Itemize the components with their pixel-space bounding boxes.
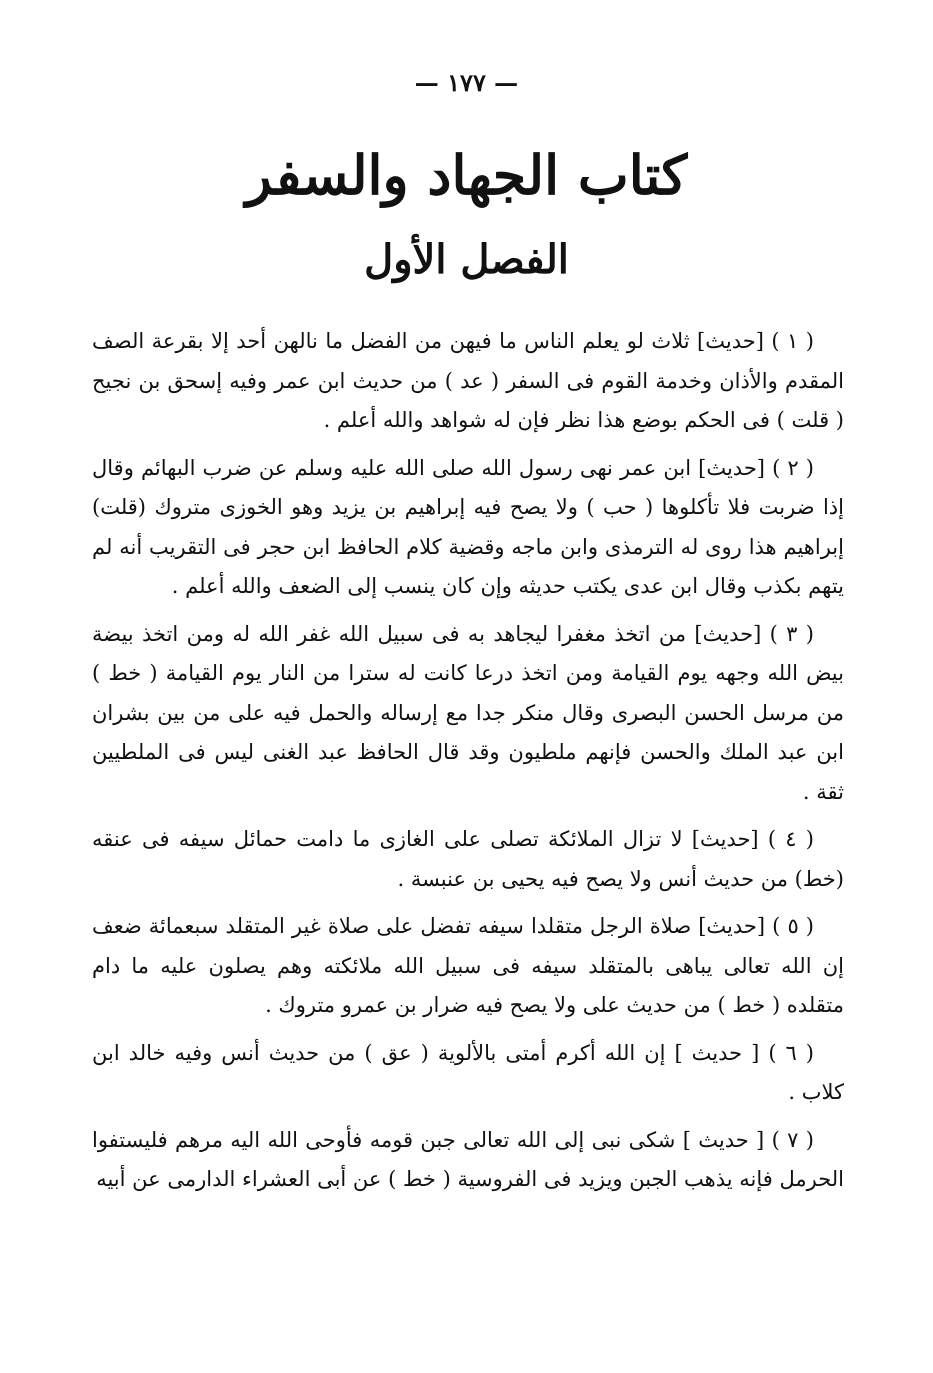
hadith-paragraph-3: ( ٣ ) [حديث] من اتخذ مغفرا ليجاهد به فى سبيل الله غفر الله له ومن اتخذ بيضة بيض الله وجهه يوم القيامة ومن اتخذ درعا كانت له سترا من النار يوم القيامة ( خط ) من مرسل الحسن البصرى وقال منكر جدا مع إرساله والحمل فيه على من بين بشران ابن عبد الملك والحسن فإنهم ملطيون وقد قال الحافظ عبد الغنى ليس فى الملطيين ثقة .: [92, 621, 844, 804]
hadith-paragraph-2: ( ٢ ) [حديث] ابن عمر نهى رسول الله صلى الله عليه وسلم عن ضرب البهائم وقال إذا ضربت فلا تأكلوها ( حب ) ولا يصح فيه إبراهيم بن يزيد وهو الخوزى متروك (قلت) إبراهيم هذا روى له الترمذى وابن ماجه وقضية كلام الحافظ ابن حجر فى التقريب أنه لم يتهم بكذب وقال ابن عدى يكتب حديثه وإن كان ينسب إلى الضعف والله أعلم .: [92, 455, 844, 598]
hadith-paragraph-6: ( ٦ ) [ حديث ] إن الله أكرم أمتى بالألوية ( عق ) من حديث أنس وفيه خالد ابن كلاب .: [92, 1040, 844, 1104]
book-title: كتاب الجهاد والسفر: [245, 143, 688, 207]
hadith-list: [92, 322, 844, 1200]
hadith-paragraph-1: ( ١ ) [حديث] ثلاث لو يعلم الناس ما فيهن من الفضل ما نالهن أحد إلا بقرعة الصف المقدم والأذان وخدمة القوم فى السفر ( عد ) من حديث ابن عمر وفيه إسحق بن نجيح ( قلت ) فى الحكم بوضع هذا نظر فإن له شواهد والله أعلم .: [92, 329, 844, 432]
hadith-paragraph-5: ( ٥ ) [حديث] صلاة الرجل متقلدا سيفه تفضل على صلاة غير المتقلد سبعمائة ضعف إن الله تعالى يباهى بالمتقلد سيفه فى سبيل الله ملائكته وهم يصلون عليه ما دام متقلده ( خط ) من حديث على ولا يصح فيه ضرار بن عمرو متروك .: [92, 914, 844, 1017]
chapter-title: الفصل الأول: [364, 236, 569, 283]
hadith-paragraph-7: ( ٧ ) [ حديث ] شكى نبى إلى الله تعالى جبن قومه فأوحى الله اليه مرهم فليستفوا الحرمل فإنه يذهب الجبن ويزيد فى الفروسية ( خط ) عن أبى العشراء الدارمى عن أبيه: [92, 1127, 844, 1191]
hadith-paragraph-4: ( ٤ ) [حديث] لا تزال الملائكة تصلى على الغازى ما دامت حمائل سيفه فى عنقه (خط) من حديث أنس ولا يصح فيه يحيى بن عنبسة .: [92, 827, 844, 891]
page-number: — ١٧٧ —: [414, 68, 519, 97]
